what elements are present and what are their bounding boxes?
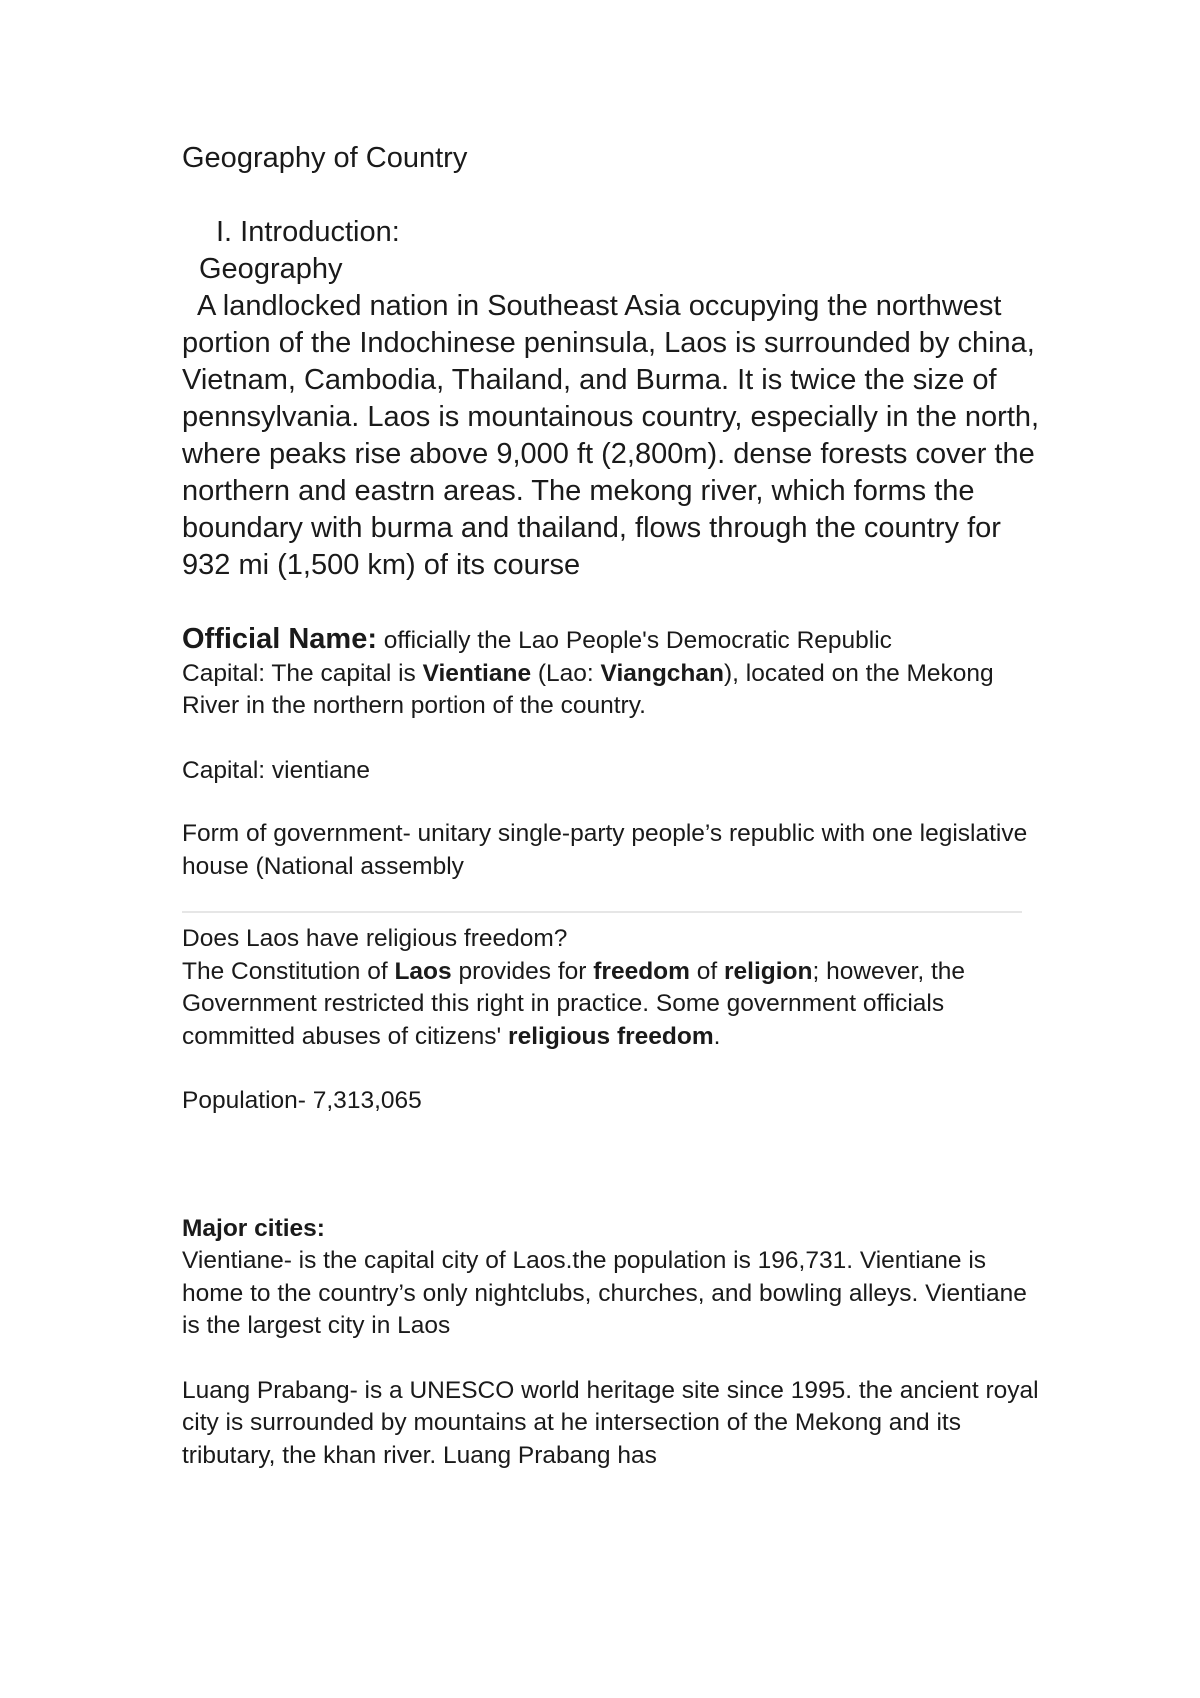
religion-text: provides for <box>451 957 594 985</box>
capital-detail-bold-viangchan: Viangchan <box>600 659 724 687</box>
capital-detail-paragraph <box>182 658 1042 723</box>
religion-bold-freedom: freedom <box>593 957 690 985</box>
section-divider <box>182 911 1022 913</box>
capital-detail-text: (Lao: <box>531 659 601 687</box>
capital-line: Capital: vientiane <box>182 756 370 784</box>
document-title: Geography of Country <box>182 142 468 174</box>
religion-text: The Constitution of <box>182 957 395 985</box>
capital-detail-bold-vientiane: Vientiane <box>422 659 532 687</box>
official-name-paragraph <box>182 623 1042 658</box>
population: Population- 7,313,065 <box>182 1087 422 1114</box>
capital-detail-text: Capital: The capital is <box>182 659 423 687</box>
geography-paragraph: A landlocked nation in Southeast Asia occupying the northwest portion of the Indochinese peninsula, Laos is surrounded by china, Vietnam, Cambodia, Thailand, and Burma. It is twice the size of pennsylvania. Laos is mountainous country, especially in the north, where peaks rise above 9,000 ft (2,800m). dense forests cover the northern and eastrn areas. The mekong river, which forms the boundary with burma and thailand, flows through the country for 932 mi (1,500 km) of its course <box>182 290 1040 581</box>
religion-text: . <box>713 1022 721 1050</box>
religion-text: ; however, the Government restricted this right in practice. Some government officials committed abuses of citizens' <box>182 957 966 1050</box>
major-cities-heading: Major cities: <box>182 1214 325 1242</box>
official-name-label: Official Name: <box>182 623 377 655</box>
section-heading-introduction: I. Introduction: <box>216 216 400 248</box>
religion-bold-religion: religion <box>723 957 813 985</box>
official-name-value: officially the Lao People's Democratic Republic <box>377 627 892 654</box>
religion-answer <box>182 956 1042 1054</box>
form-of-government: Form of government- unitary single-party people’s republic with one legislative house (National assembly <box>182 820 1028 880</box>
subheading-geography: Geography <box>199 253 343 285</box>
religion-bold-laos: Laos <box>394 957 452 985</box>
capital-detail-text: ), located on the Mekong River in the northern portion of the country. <box>182 659 994 719</box>
religion-question: Does Laos have religious freedom? <box>182 925 568 952</box>
religion-bold-religious-freedom: religious freedom <box>508 1022 714 1050</box>
document-page <box>182 140 1042 1472</box>
vientiane-paragraph: Vientiane- is the capital city of Laos.the population is 196,731. Vientiane is home to the country’s only nightclubs, churches, and bowling alleys. Vientiane is the largest city in Laos <box>182 1247 1027 1339</box>
religion-text: of <box>689 957 724 985</box>
luang-prabang-paragraph: Luang Prabang- is a UNESCO world heritage site since 1995. the ancient royal city is surrounded by mountains at he intersection of the Mekong and its tributary, the khan river. Luang Prabang has <box>182 1376 1039 1469</box>
